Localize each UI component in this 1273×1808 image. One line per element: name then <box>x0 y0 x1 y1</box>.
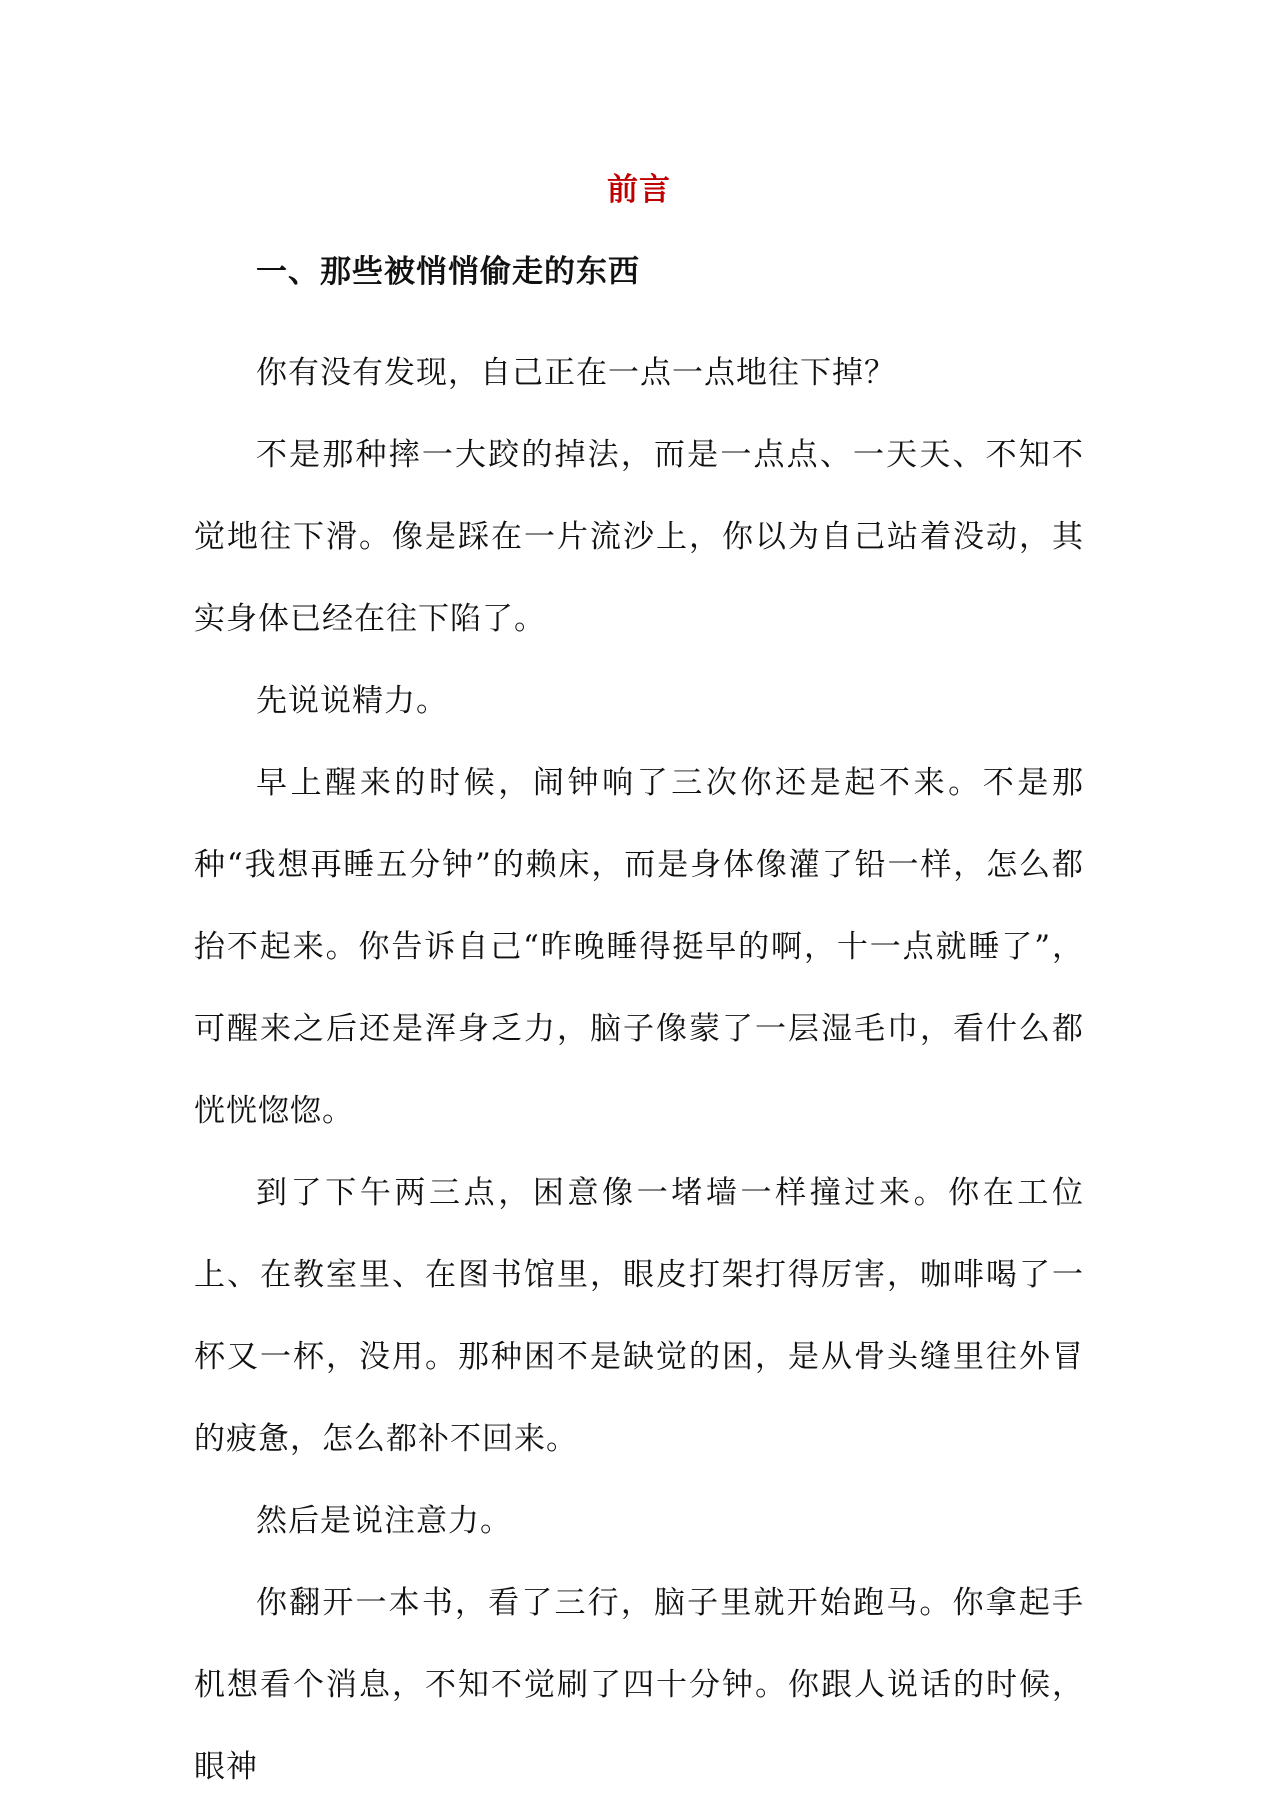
paragraph: 早上醒来的时候，闹钟响了三次你还是起不来。不是那种“我想再睡五分钟”的赖床，而是身体像灌了铅一样，怎么都抬不起来。你告诉自己“昨晚睡得挺早的啊，十一点就睡了”，可醒来之后还是浑身乏力，脑子像蒙了一层湿毛巾，看什么都恍恍惚惚。 <box>194 765 1084 1129</box>
paragraph: 不是那种摔一大跤的掉法，而是一点点、一天天、不知不觉地往下滑。像是踩在一片流沙上，你以为自己站着没动，其实身体已经在往下陷了。 <box>194 437 1084 637</box>
section-heading: 一、那些被悄悄偷走的东西 <box>256 254 640 290</box>
paragraph: 然后是说注意力。 <box>256 1503 512 1539</box>
page-content <box>194 168 1084 1808</box>
chapter-title: 前言 <box>607 172 671 208</box>
paragraph: 先说说精力。 <box>256 683 448 719</box>
paragraph: 你有没有发现，自己正在一点一点地往下掉？ <box>256 355 896 391</box>
paragraph: 你翻开一本书，看了三行，脑子里就开始跑马。你拿起手机想看个消息，不知不觉刷了四十分钟。你跟人说话的时候，眼神 <box>194 1585 1084 1785</box>
paragraph: 到了下午两三点，困意像一堵墙一样撞过来。你在工位上、在教室里、在图书馆里，眼皮打架打得厉害，咖啡喝了一杯又一杯，没用。那种困不是缺觉的困，是从骨头缝里往外冒的疲惫，怎么都补不回来。 <box>194 1175 1084 1457</box>
